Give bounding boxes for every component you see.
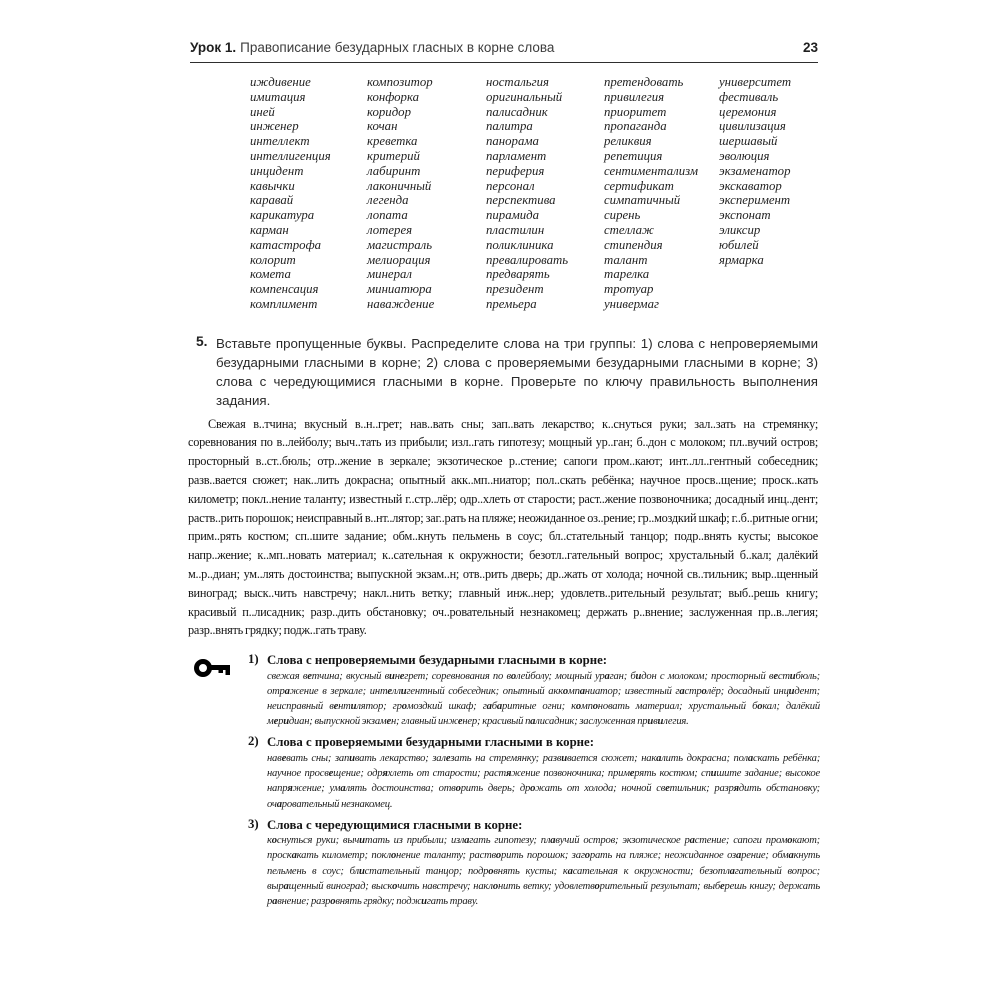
word-item: инцидент — [250, 163, 304, 178]
word-item: магистраль — [367, 237, 433, 252]
word-item: миниатюра — [367, 282, 432, 297]
key-group-2-text: навевать сны; запивать лекарство; залезать на стремянку; развивается сюжет; накалить докрасна; поласкать ребёнка; научное просвещение; одряхлеть от старости; растяжение позвоночника; примерять костюм; спишите задание; высокое напряжение; умалять достоинства; отворить дверь; дрожать от холода; ночной светильник; разрядить обстановку; очаровательный незнакомец. — [267, 752, 821, 810]
word-item: лопата — [367, 208, 408, 223]
key-icon — [194, 655, 231, 681]
key-group-1-text: свежая ветчина; вкусный винегрет; соревнования по волейболу; мощный ураган; бидон с молоком; просторный вестибюль; отражение в зеркале; интеллигентный собеседник; опытный аккомпаниатор; известный гастролёр; досадный инцидент; неисправный вентилятор; громоздкий шкаф; габаритные огни; компоновать материал; хрустальный бокал; далёкий меридиан; выпускной экзамен; главный инженер; красивый палисадник; заслуженная привилегия. — [267, 670, 821, 728]
word-item: приоритет — [604, 104, 667, 119]
word-item: лаконичный — [367, 178, 432, 193]
word-item: оригинальный — [486, 89, 563, 104]
word-item: талант — [604, 252, 648, 267]
word-item: критерий — [367, 148, 420, 163]
word-column-2 — [367, 75, 486, 312]
key-group-2-heading: Слова с проверяемыми безударными гласными в корне: — [267, 735, 595, 750]
word-item: экзаменатор — [719, 163, 791, 178]
word-item: стеллаж — [604, 222, 654, 237]
word-item: имитация — [250, 89, 306, 104]
word-item: колорит — [250, 252, 296, 267]
word-column-1 — [250, 75, 367, 312]
key-group-2-number: 2) — [248, 734, 259, 749]
key-group-1 — [248, 652, 820, 729]
word-item: эволюция — [719, 148, 770, 163]
word-item: креветка — [367, 134, 418, 149]
word-column-4 — [604, 75, 719, 312]
word-item: фестиваль — [719, 89, 779, 104]
word-item: катастрофа — [250, 237, 322, 252]
word-item: реликвия — [604, 134, 652, 149]
word-item: привилегия — [604, 89, 665, 104]
word-item: палитра — [486, 119, 533, 134]
word-item: иней — [250, 104, 275, 119]
word-item: церемония — [719, 104, 777, 119]
word-item: минерал — [367, 267, 412, 282]
word-item: универмаг — [604, 296, 659, 311]
word-item: компенсация — [250, 282, 319, 297]
word-item: сентиментализм — [604, 163, 698, 178]
word-item: ярмарка — [719, 252, 764, 267]
key-group-3 — [248, 817, 820, 910]
word-item: композитор — [367, 75, 433, 89]
key-group-3-number: 3) — [248, 816, 259, 831]
word-item: претендовать — [604, 75, 684, 89]
word-item: президент — [486, 282, 544, 297]
word-item: палисадник — [486, 104, 548, 119]
word-item: карикатура — [250, 208, 315, 223]
word-item: экскаватор — [719, 178, 782, 193]
word-item: эликсир — [719, 222, 761, 237]
word-item: комета — [250, 267, 291, 282]
exercise-instruction: Вставьте пропущенные буквы. Распределите слова на три группы: 1) слова с непроверяемыми безударными гласными в корне; 2) слова с проверяемыми безударными гласными в корне; 3) слова с чередующимися гласными в корне. Проверьте по ключу правильность выполнения задания. — [216, 335, 818, 409]
word-item: экспонат — [719, 208, 771, 223]
word-item: ностальгия — [486, 75, 549, 89]
word-item: поликлиника — [486, 237, 554, 252]
word-item: иждивение — [250, 75, 311, 89]
word-item: кочан — [367, 119, 398, 134]
word-item: лотерея — [367, 222, 413, 237]
word-item: премьера — [486, 296, 537, 311]
word-item: стипендия — [604, 237, 663, 252]
word-item: предварять — [486, 267, 550, 282]
word-item: тарелка — [604, 267, 650, 282]
word-item: панорама — [486, 134, 539, 149]
word-item: пластилин — [486, 222, 545, 237]
key-group-2 — [248, 734, 820, 811]
answer-key-section — [188, 652, 820, 909]
word-item: интеллект — [250, 134, 310, 149]
key-group-3-heading: Слова с чередующимися гласными в корне: — [267, 817, 523, 832]
exercise-5 — [196, 334, 818, 411]
word-item: сертификат — [604, 178, 674, 193]
key-groups — [248, 652, 820, 909]
word-item: комплимент — [250, 296, 318, 311]
word-item: симпатичный — [604, 193, 681, 208]
word-item: наваждение — [367, 296, 435, 311]
word-item: кавычки — [250, 178, 295, 193]
word-item: репетиция — [604, 148, 663, 163]
lesson-label: Урок 1. — [190, 40, 237, 55]
word-item: легенда — [367, 193, 409, 208]
key-group-1-heading: Слова с непроверяемыми безударными гласными в корне: — [267, 653, 608, 668]
word-item: перспектива — [486, 193, 556, 208]
word-item: интеллигенция — [250, 148, 331, 163]
word-item: сирень — [604, 208, 641, 223]
vocabulary-word-list — [250, 75, 1000, 312]
word-item: юбилей — [719, 237, 759, 252]
page-header — [190, 40, 818, 63]
word-item: персонал — [486, 178, 535, 193]
word-item: шершавый — [719, 134, 778, 149]
key-group-1-number: 1) — [248, 652, 259, 667]
word-item: конфорка — [367, 89, 420, 104]
word-item: пропаганда — [604, 119, 667, 134]
exercise-task-text: Свежая в..тчина; вкусный в..н..грет; нав..вать сны; зап..вать лекарство; к..снуться руки; зал..зать на стремянку; соревнования по в..лейболу; выч..тать из прибыли; изл..гать гипотезу; мощный ур..ган; б..дон с молоком; пл..вучий остров; просторный в..ст..бюль; отр..жение в зеркале; экзотическое р..стение; сапоги пром..кают; инт..лл..гентный собеседник; разв..вается сюжет; нак..лить докрасна; опытный акк..мп..ниатор; пол..скать ребёнка; научное просв..щение; проск..кать километр; покл..нение таланту; известный г..стр..лёр; одр..хлеть от старости; раст..жение позвоночника; досадный инц..дент; раств..рить порошок; неисправный в..нт..лятор; заг..рать на пляже; неожиданное оз..рение; гр..моздкий шкаф; г..б..ритные огни; прим..рять костюм; сп..шите задание; обм..кнуть пельмень в соус; бл..стательный танцор; подр..внять кусты; высокое напр..жение; к..мп..новать материал; к..сательная к окружности; безотл..гательный вопрос; хрустальный б..кал; далёкий м..р..диан; ум..лять достоинства; выпускной экзам..н; отв..рить дверь; др..жать от холода; ночной св..тильник; выр..щенный виноград; выск..чить навстречу; накл..нить ветку; главный инж..нер; удовлетв..рительный результат; выб..решь книгу; красивый п..лисадник; разр..дить обстановку; оч..ровательный незнакомец; держать р..внение; заслуженная пр..в..легия; разр..внять грядку; подж..гать траву. — [188, 416, 818, 638]
word-item: университет — [719, 75, 792, 89]
exercise-number: 5. — [196, 333, 208, 349]
word-item: периферия — [486, 163, 545, 178]
lesson-title: Правописание безударных гласных в корне слова — [240, 40, 555, 55]
word-item: эксперимент — [719, 193, 791, 208]
word-item: лабиринт — [367, 163, 421, 178]
word-column-3 — [486, 75, 604, 312]
word-column-5 — [719, 75, 819, 312]
word-item: коридор — [367, 104, 411, 119]
word-item: превалировать — [486, 252, 569, 267]
lesson-heading — [190, 40, 554, 55]
word-item: карман — [250, 222, 289, 237]
page-number: 23 — [802, 40, 818, 55]
word-item: каравай — [250, 193, 294, 208]
word-item: пирамида — [486, 208, 540, 223]
key-group-3-text: коснуться руки; вычитать из прибыли; излагать гипотезу; плавучий остров; экзотическое растение; сапоги промокают; проскакать километр; поклонение таланту; растворить порошок; загорать на пляже; неожиданное озарение; обмакнуть пельмень в соус; блистательный танцор; подровнять кусты; касательная к окружности; безотлагательный вопрос; выращенный виноград; выскочить навстречу; наклонить ветку; удовлетворительный результат; выберешь книгу; держать равнение; разровнять грядку; поджигать траву. — [267, 835, 821, 908]
word-item: мелиорация — [367, 252, 431, 267]
word-item: тротуар — [604, 282, 654, 297]
word-item: парламент — [486, 148, 547, 163]
word-item: цивилизация — [719, 119, 786, 134]
word-item: инженер — [250, 119, 299, 134]
